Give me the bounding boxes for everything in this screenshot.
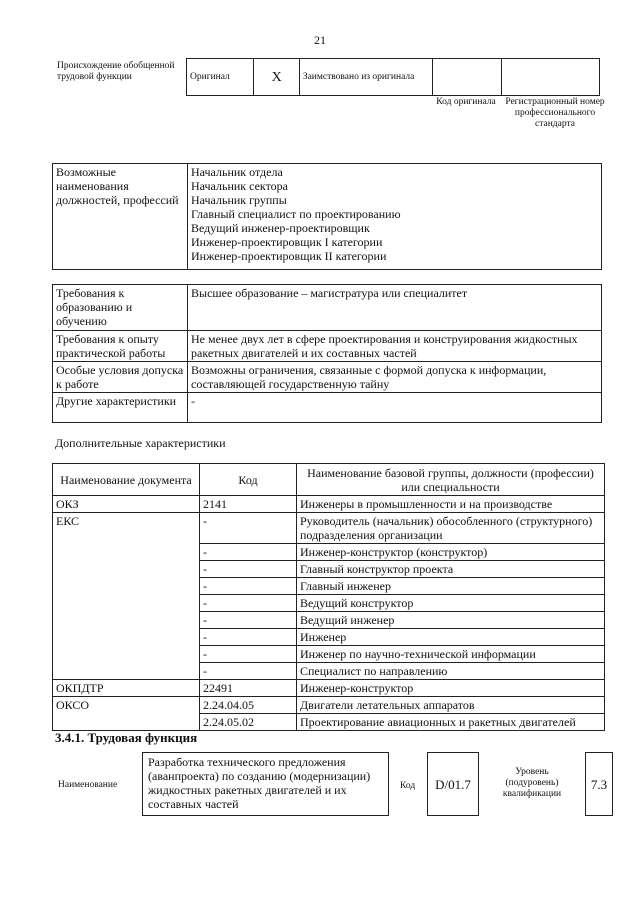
req-access-value: Возможны ограничения, связанные с формой допуска к информации, составляющей государственную тайну — [188, 362, 602, 393]
row-name: Ведущий инженер — [297, 612, 605, 629]
reg-number-caption: Регистрационный номер профессионального стандарта — [505, 97, 605, 129]
row-doc: ОКСО — [53, 697, 200, 714]
row-code: - — [200, 544, 297, 561]
row-doc: ОКЗ — [53, 496, 200, 513]
origin-table — [186, 58, 600, 96]
row-name: Главный инженер — [297, 578, 605, 595]
row-name: Двигатели летательных аппаратов — [297, 697, 605, 714]
function-code-label: Код — [400, 781, 416, 791]
row-code: - — [200, 578, 297, 595]
reg-number-cell — [502, 59, 600, 96]
borrowed-cell: Заимствовано из оригинала — [299, 59, 432, 96]
table-row — [53, 578, 605, 595]
row-name: Инженер-конструктор (конструктор) — [297, 544, 605, 561]
row-name: Руководитель (начальник) обособленного (структурного) подразделения организации — [297, 513, 605, 544]
function-name-label: Наименование — [58, 780, 118, 790]
col-header-doc: Наименование документа — [53, 464, 200, 496]
list-item: Начальник отдела — [191, 165, 283, 179]
positions-table — [52, 163, 602, 270]
table-row — [53, 646, 605, 663]
row-doc — [53, 595, 200, 612]
row-doc — [53, 544, 200, 561]
row-code: - — [200, 663, 297, 680]
row-doc — [53, 561, 200, 578]
row-code: 2.24.05.02 — [200, 714, 297, 731]
list-item: Инженер-проектировщик II категории — [191, 249, 387, 263]
row-doc — [53, 578, 200, 595]
table-row — [53, 561, 605, 578]
row-name: Проектирование авиационных и ракетных двигателей — [297, 714, 605, 731]
req-education-label: Требования к образованию и обучению — [53, 285, 188, 331]
table-row — [53, 513, 605, 544]
function-heading: 3.4.1. Трудовая функция — [55, 730, 198, 745]
req-other-label: Другие характеристики — [53, 393, 188, 423]
function-level-label: Уровень (подуровень) квалификации — [502, 767, 562, 799]
req-education-value: Высшее образование – магистратура или специалитет — [188, 285, 602, 331]
table-row — [53, 612, 605, 629]
original-code-cell — [432, 59, 502, 96]
additional-table — [52, 463, 605, 731]
req-access-label: Особые условия допуска к работе — [53, 362, 188, 393]
req-other-value: - — [188, 393, 602, 423]
list-item: Инженер-проектировщик I категории — [191, 235, 383, 249]
list-item: Начальник сектора — [191, 179, 288, 193]
row-code: - — [200, 646, 297, 663]
origin-label: Происхождение обобщенной трудовой функции — [57, 61, 175, 82]
row-name: Главный конструктор проекта — [297, 561, 605, 578]
row-doc — [53, 714, 200, 731]
row-code: - — [200, 595, 297, 612]
table-row — [53, 663, 605, 680]
row-code: - — [200, 629, 297, 646]
row-doc — [53, 612, 200, 629]
function-level-value: 7.3 — [585, 752, 613, 816]
positions-list — [188, 164, 602, 270]
additional-heading: Дополнительные характеристики — [55, 436, 226, 450]
row-doc — [53, 663, 200, 680]
list-item: Главный специалист по проектированию — [191, 207, 401, 221]
table-row — [53, 697, 605, 714]
row-doc: ОКПДТР — [53, 680, 200, 697]
code-original-caption: Код оригинала — [436, 97, 496, 107]
row-code: 2141 — [200, 496, 297, 513]
row-code: - — [200, 561, 297, 578]
table-row — [53, 714, 605, 731]
req-experience-value: Не менее двух лет в сфере проектирования и конструирования жидкостных ракетных двигателей и их составных частей — [188, 331, 602, 362]
row-doc: ЕКС — [53, 513, 200, 544]
row-code: - — [200, 513, 297, 544]
requirements-table — [52, 284, 602, 423]
row-name: Инженеры в промышленности и на производстве — [297, 496, 605, 513]
positions-label: Возможные наименования должностей, профессий — [53, 164, 188, 270]
row-name: Инженер по научно-технической информации — [297, 646, 605, 663]
page-number: 21 — [314, 33, 326, 47]
row-name: Инженер — [297, 629, 605, 646]
req-experience-label: Требования к опыту практической работы — [53, 331, 188, 362]
list-item: Ведущий инженер-проектировщик — [191, 221, 370, 235]
row-doc — [53, 629, 200, 646]
row-code: 2.24.04.05 — [200, 697, 297, 714]
row-code: - — [200, 612, 297, 629]
row-name: Ведущий конструктор — [297, 595, 605, 612]
original-mark: X — [254, 59, 299, 96]
function-code-value: D/01.7 — [427, 752, 479, 816]
list-item: Начальник группы — [191, 193, 287, 207]
table-row — [53, 680, 605, 697]
table-row — [53, 496, 605, 513]
row-name: Инженер-конструктор — [297, 680, 605, 697]
row-name: Специалист по направлению — [297, 663, 605, 680]
original-cell: Оригинал — [187, 59, 254, 96]
col-header-code: Код — [200, 464, 297, 496]
function-name-value: Разработка технического предложения (аванпроекта) по созданию (модернизации) жидкостных ракетных двигателей и их составных частей — [142, 752, 389, 816]
row-doc — [53, 646, 200, 663]
row-code: 22491 — [200, 680, 297, 697]
table-row — [53, 629, 605, 646]
table-row — [53, 544, 605, 561]
col-header-name: Наименование базовой группы, должности (профессии) или специальности — [297, 464, 605, 496]
table-row — [53, 595, 605, 612]
